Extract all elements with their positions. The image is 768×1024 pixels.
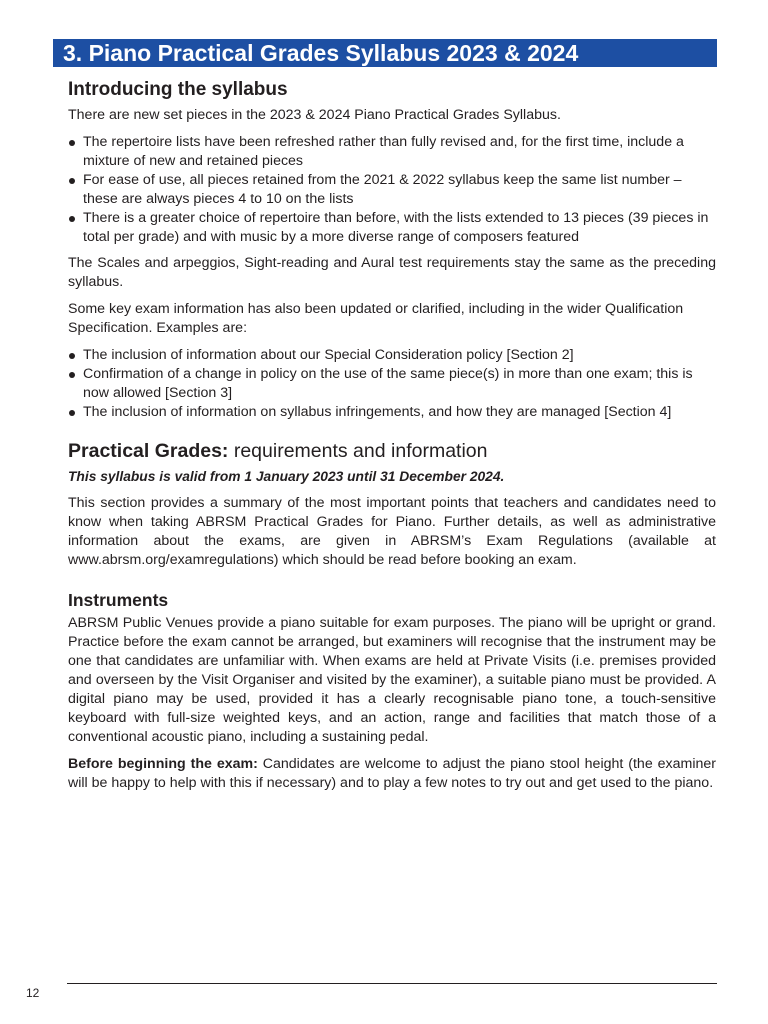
intro-bullet-list	[68, 133, 716, 247]
list-item-text: Confirmation of a change in policy on the use of the same piece(s) in more than one exam; this is now allowed [Section 3]	[83, 366, 693, 401]
practical-grades-heading-light: requirements and information	[228, 440, 488, 462]
page-number: 12	[26, 986, 40, 1000]
practical-grades-paragraph: This section provides a summary of the most important points that teachers and candidates need to know when taking ABRSM Practical Grades for Piano. Further details, as well as administrative information about the exams, are given in ABRSM’s Exam Regulations (available at www.abrsm.org/examregulations) which should be read before booking an exam.	[68, 495, 716, 568]
intro-paragraph-scales: The Scales and arpeggios, Sight-reading and Aural test requirements stay the same as the preceding syllabus.	[68, 255, 716, 290]
intro-lead: There are new set pieces in the 2023 & 2024 Piano Practical Grades Syllabus.	[68, 107, 561, 123]
bullet-icon	[69, 410, 75, 416]
bullet-icon	[69, 140, 75, 146]
practical-grades-heading-bold: Practical Grades:	[68, 440, 229, 462]
list-item	[68, 365, 716, 403]
instruments-paragraph: ABRSM Public Venues provide a piano suitable for exam purposes. The piano will be upright or grand. Practice before the exam cannot be arranged, but examiners will recognise that the instrument may be one that candidates are unfamiliar with. When exams are held at Private Visits (i.e. premises provided and overseen by the Visit Organiser and visited by the examiner), a suitable piano must be provided. A digital piano may be used, provided it has a clearly recognisable piano tone, a touch-sensitive keyboard with full-size weighted keys, and an action, range and facilities that match those of a conventional acoustic piano, including a sustaining pedal.	[68, 615, 716, 745]
footer-divider	[67, 983, 717, 984]
practical-grades-heading	[68, 438, 716, 464]
bullet-icon	[69, 178, 75, 184]
instruments-heading: Instruments	[68, 590, 169, 610]
before-exam-text: Candidates are welcome to adjust the piano stool height (the examiner will be happy to help with this if necessary) and to play a few notes to try out and get used to the piano.	[68, 756, 716, 791]
bullet-icon	[69, 353, 75, 359]
before-exam-label: Before beginning the exam:	[68, 756, 258, 772]
bullet-icon	[69, 372, 75, 378]
intro-heading: Introducing the syllabus	[68, 79, 288, 100]
bullet-icon	[69, 216, 75, 222]
intro-paragraph-updates: Some key exam information has also been updated or clarified, including in the wider Qualification Specification. Examples are:	[68, 301, 684, 336]
updates-bullet-list	[68, 346, 716, 422]
section-title-banner: 3. Piano Practical Grades Syllabus 2023 & 2024	[53, 39, 717, 67]
list-item-text: For ease of use, all pieces retained from the 2021 & 2022 syllabus keep the same list number – these are always pieces 4 to 10 on the lists	[83, 172, 682, 207]
list-item	[68, 346, 716, 365]
before-exam-paragraph	[68, 755, 716, 793]
validity-statement: This syllabus is valid from 1 January 2023 until 31 December 2024.	[68, 469, 505, 484]
page-content	[68, 77, 716, 801]
list-item-text: The inclusion of information on syllabus infringements, and how they are managed [Section 4]	[83, 404, 672, 420]
list-item	[68, 209, 716, 247]
list-item-text: There is a greater choice of repertoire than before, with the lists extended to 13 pieces (39 pieces in total per grade) and with music by a more diverse range of composers featured	[83, 210, 709, 245]
list-item	[68, 403, 716, 422]
list-item	[68, 171, 716, 209]
list-item-text: The repertoire lists have been refreshed rather than fully revised and, for the first time, include a mixture of new and retained pieces	[83, 134, 684, 169]
list-item	[68, 133, 716, 171]
list-item-text: The inclusion of information about our Special Consideration policy [Section 2]	[83, 347, 574, 363]
